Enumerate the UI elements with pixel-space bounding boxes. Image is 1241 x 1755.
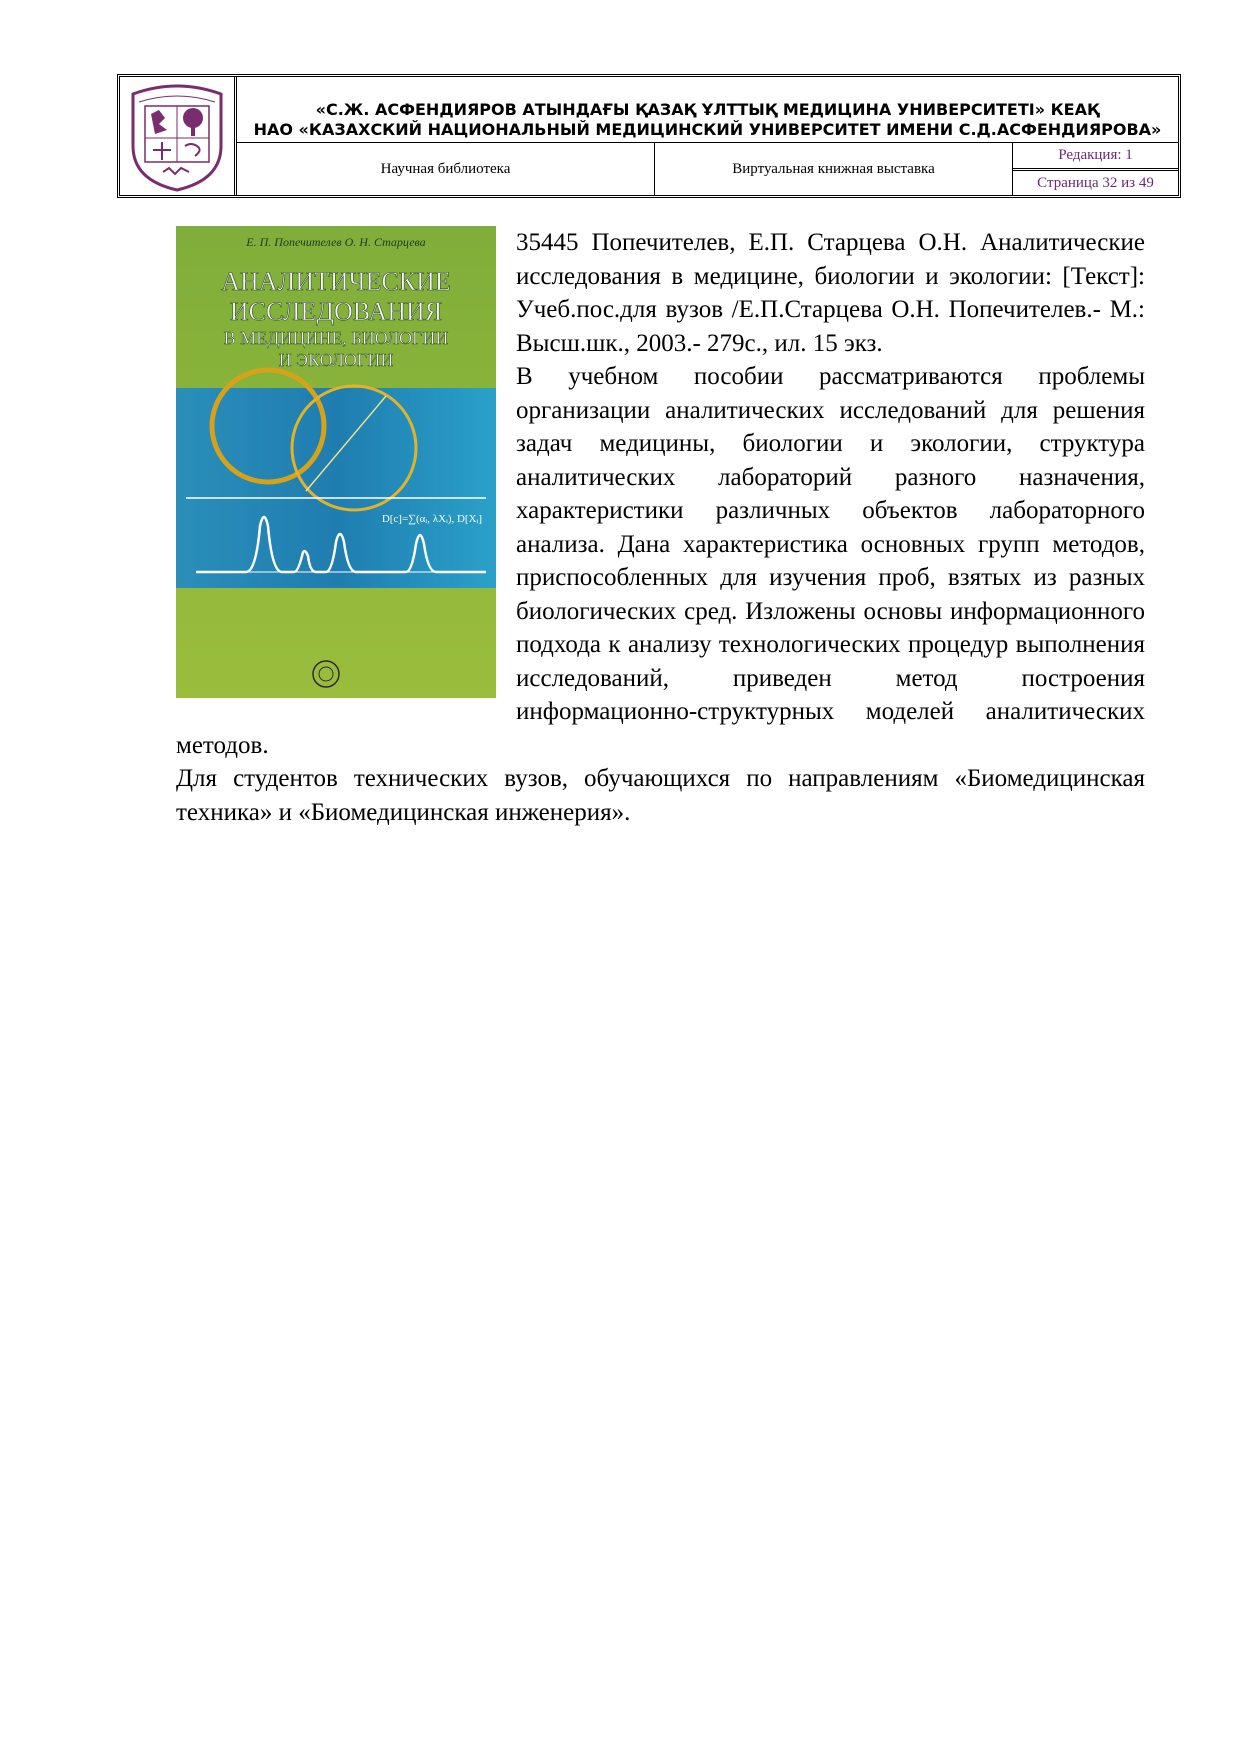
cover-authors: Е. П. Попечителев О. Н. Старцева	[246, 235, 426, 249]
edition-label: Редакция: 1	[1013, 143, 1178, 171]
title-kazakh: «С.Ж. АСФЕНДИЯРОВ АТЫНДАҒЫ ҚАЗАҚ ҰЛТТЫҚ МЕДИЦИНА УНИВЕРСИТЕТІ» КЕАҚ	[315, 100, 1100, 119]
exhibition-label: Виртуальная книжная выставка	[655, 143, 1013, 195]
book-citation: 35445 Попечителев, Е.П. Старцева О.Н. Аналитические исследования в медицине, биологии и экологии: [Текст]: Учеб.пос.для вузов /Е.П.Старцева О.Н. Попечителев.- М.: Высш.шк., 2003.- 279с., ил. 15 экз.	[516, 229, 1145, 357]
university-logo	[125, 80, 229, 192]
university-title	[237, 77, 1178, 143]
document-header	[117, 74, 1181, 198]
cover-title-line-3: В МЕДИЦИНЕ, БИОЛОГИИ	[223, 328, 449, 348]
book-annotation: В учебном пособии рассматриваются проблемы организации аналитических исследований для решения задач медицины, биологии и экологии, структура аналитических лабораторий разного назначения, характеристики различных объектов лабораторного анализа. Дана характеристика основных групп методов, приспособленных для изучения проб, взятых из разных биологических сред. Изложены основы информационного подхода к анализу технологических процедур выполнения исследований, приведен метод построения информационно-структурных моделей аналитических методов.	[176, 363, 1145, 759]
book-description	[176, 226, 1145, 829]
cover-title-line-4: И ЭКОЛОГИИ	[278, 350, 394, 370]
title-russian: НАО «КАЗАХСКИЙ НАЦИОНАЛЬНЫЙ МЕДИЦИНСКИЙ УНИВЕРСИТЕТ ИМЕНИ С.Д.АСФЕНДИЯРОВА»	[253, 120, 1162, 139]
cover-title-line-1: АНАЛИТИЧЕСКИЕ	[221, 267, 451, 296]
book-audience: Для студентов технических вузов, обучающихся по направлениям «Биомедицинская техника» и «Биомедицинская инженерия».	[176, 765, 1145, 826]
logo-cell	[120, 77, 237, 195]
page-number: Страница 32 из 49	[1037, 174, 1154, 191]
cover-formula: D[c]=∑(αᵢ, λXᵢ), D[Xᵢ]	[381, 513, 482, 525]
library-label: Научная библиотека	[237, 143, 655, 195]
cover-title-line-2: ИССЛЕДОВАНИЯ	[229, 297, 443, 326]
